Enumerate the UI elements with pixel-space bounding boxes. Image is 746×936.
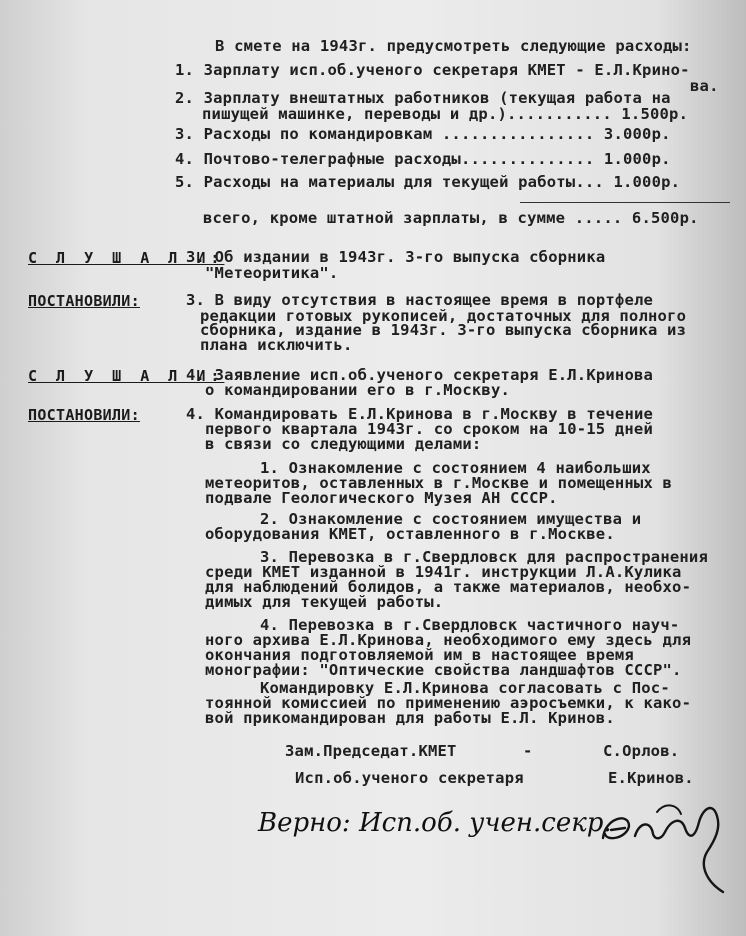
resolved-label-4: ПОСТАНОВИЛИ: xyxy=(28,406,140,424)
resolved-line: подвале Геологического Музея АН СССР. xyxy=(205,489,558,507)
resolved-line: ного архива Е.Л.Кринова, необходимого ему здесь для xyxy=(205,631,692,649)
sum-rule xyxy=(520,202,730,203)
heard-text-3b: "Метеоритика". xyxy=(205,264,339,282)
budget-intro: В смете на 1943г. предусмотреть следующие расходы: xyxy=(215,37,692,55)
resolved-line: оборудования КМЕТ, оставленного в г.Москве. xyxy=(205,525,615,543)
resolved-text-3a: 3. В виду отсутствия в настоящее время в портфеле xyxy=(186,291,654,309)
resolved-line: для наблюдений болидов, а также материалов, необхо- xyxy=(205,578,692,596)
resolved-line: димых для текущей работы. xyxy=(205,593,444,611)
secretary-title: Исп.об.ученого секретаря xyxy=(295,769,524,787)
resolved-text-3c: сборника, издание в 1943г. 3-го выпуска сборника из xyxy=(200,321,687,339)
budget-item-5: 5. Расходы на материалы для текущей работы... 1.000р. xyxy=(175,173,681,191)
resolved-line: окончания подготовляемой им в настоящее время xyxy=(205,646,634,664)
budget-item-2-cont: пишущей машинке, переводы и др.)........... 1.500р. xyxy=(202,105,689,123)
resolved-text-3b: редакции готовых рукописей, достаточных для полного xyxy=(200,307,687,325)
resolved-line: среди КМЕТ изданной в 1941г. инструкции Л.А.Кулика xyxy=(205,563,682,581)
resolved-line: 3. Перевозка в г.Свердловск для распространения xyxy=(260,548,708,566)
handwritten-signature xyxy=(595,792,735,902)
heard-text-4b: о командировании его в г.Москву. xyxy=(205,381,511,399)
resolved-line: метеоритов, оставленных в г.Москве и помещенных в xyxy=(205,474,673,492)
budget-item-1: 1. Зарплату исп.об.ученого секретаря КМЕТ - Е.Л.Кринo- xyxy=(175,61,690,79)
resolved-line: первого квартала 1943г. со сроком на 10-15 дней xyxy=(205,420,653,438)
resolved-label-3: ПОСТАНОВИЛИ: xyxy=(28,292,140,310)
resolved-line: Командировку Е.Л.Кринова согласовать с Пос- xyxy=(260,679,670,697)
budget-item-4: 4. Почтово-телеграфные расходы.............. 1.000р. xyxy=(175,150,671,168)
resolved-text-3d: плана исключить. xyxy=(200,336,353,354)
heard-label-4: С Л У Ш А Л И: xyxy=(28,367,225,385)
resolved-line: тоянной комиссией по применению аэросъемки, к како- xyxy=(205,694,692,712)
resolved-line: вой прикомандирован для работы Е.Л. Кринов. xyxy=(205,709,615,727)
heard-text-4a: 4. Заявление исп.об.ученого секретаря Е.Л.Кринова xyxy=(186,366,654,384)
resolved-line: 1. Ознакомление с состоянием 4 наибольших xyxy=(260,459,651,477)
budget-total: всего, кроме штатной зарплаты, в сумме ..... 6.500р. xyxy=(203,209,699,227)
resolved-line: 2. Ознакомление с состоянием имущества и xyxy=(260,510,642,528)
budget-item-2: 2. Зарплату внештатных работников (текущая работа на xyxy=(175,89,671,107)
secretary-name: Е.Кринов. xyxy=(608,769,694,787)
deputy-chair-dash: - xyxy=(523,742,533,760)
resolved-line: монографии: "Оптические свойства ландшафтов СССР". xyxy=(205,661,682,679)
deputy-chair-name: С.Орлов. xyxy=(603,742,680,760)
resolved-line: 4. Перевозка в г.Свердловск частичного науч- xyxy=(260,616,680,634)
resolved-line: 4. Командировать Е.Л.Кринова в г.Москву в течение xyxy=(186,405,654,423)
heard-text-3a: 3. Об издании в 1943г. 3-го выпуска сборника xyxy=(186,248,606,266)
certification-handwritten: Верно: Исп.об. учен.секр. xyxy=(258,808,612,838)
heard-label-3: С Л У Ш А Л И: xyxy=(28,249,225,267)
budget-item-3: 3. Расходы по командировкам ................ 3.000р. xyxy=(175,125,671,143)
deputy-chair-title: Зам.Председат.КМЕТ xyxy=(285,742,457,760)
budget-item-1-cont: ва. xyxy=(690,77,719,95)
resolved-line: в связи со следующими делами: xyxy=(205,435,482,453)
